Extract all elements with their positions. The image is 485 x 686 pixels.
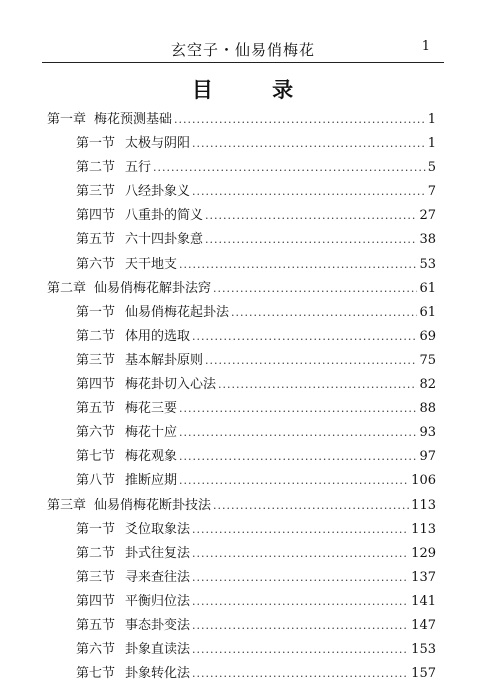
section-title: 五行 xyxy=(125,160,152,176)
toc-section-entry[interactable] xyxy=(47,349,436,373)
section-title: 卦式往复法 xyxy=(125,545,191,561)
page-header xyxy=(42,36,444,63)
section-title: 六十四卦象意 xyxy=(125,232,204,248)
toc-section-entry[interactable] xyxy=(47,662,436,686)
dot-leader xyxy=(192,137,426,150)
toc-section-entry[interactable] xyxy=(47,638,436,662)
table-of-contents xyxy=(47,108,436,686)
page-number: 1 xyxy=(427,112,436,127)
page-number: 113 xyxy=(411,521,436,537)
section-title: 基本解卦原则 xyxy=(125,352,204,368)
toc-section-entry[interactable] xyxy=(47,204,436,228)
section-label: 第一节 xyxy=(76,521,116,537)
dot-leader xyxy=(179,258,417,271)
chapter-label: 第三章 xyxy=(47,497,87,513)
toc-section-entry[interactable] xyxy=(47,421,436,445)
page-number: 27 xyxy=(419,208,436,224)
running-title: 玄空子・仙易俏梅花 xyxy=(170,41,315,59)
dot-leader xyxy=(179,426,417,439)
section-label: 第二节 xyxy=(76,328,116,344)
section-title: 卦象转化法 xyxy=(125,666,191,682)
section-label: 第二节 xyxy=(76,545,116,561)
toc-section-entry[interactable] xyxy=(47,156,436,180)
dot-leader xyxy=(174,113,426,126)
chapter-title: 梅花预测基础 xyxy=(94,112,173,127)
section-title: 太极与阴阳 xyxy=(125,136,191,152)
section-title: 梅花十应 xyxy=(125,425,178,441)
dot-leader xyxy=(192,185,426,198)
dot-leader xyxy=(231,306,417,319)
section-label: 第五节 xyxy=(76,617,116,633)
dot-leader xyxy=(192,571,409,584)
page-number: 157 xyxy=(411,666,436,682)
dot-leader xyxy=(192,523,409,536)
page-number: 38 xyxy=(419,232,436,248)
page-number: 5 xyxy=(427,160,436,176)
section-label: 第一节 xyxy=(76,136,116,152)
toc-section-entry[interactable] xyxy=(47,590,436,614)
section-label: 第八节 xyxy=(76,473,116,489)
page-number: 153 xyxy=(411,642,436,658)
section-label: 第四节 xyxy=(76,208,116,224)
section-label: 第五节 xyxy=(76,401,116,417)
toc-chapter-entry[interactable] xyxy=(47,494,436,518)
section-title: 事态卦变法 xyxy=(125,617,191,633)
toc-section-entry[interactable] xyxy=(47,518,436,542)
section-title: 卦象直读法 xyxy=(125,642,191,658)
toc-section-entry[interactable] xyxy=(47,469,436,493)
section-label: 第六节 xyxy=(76,642,116,658)
section-title: 八重卦的简义 xyxy=(125,208,204,224)
section-title: 推断应期 xyxy=(125,473,178,489)
page-number: 141 xyxy=(411,593,436,609)
toc-section-entry[interactable] xyxy=(47,566,436,590)
dot-leader xyxy=(192,643,409,656)
section-title: 爻位取象法 xyxy=(125,521,191,537)
dot-leader xyxy=(192,667,409,680)
toc-section-entry[interactable] xyxy=(47,614,436,638)
toc-section-entry[interactable] xyxy=(47,397,436,421)
page-number: 69 xyxy=(419,328,436,344)
page-number: 93 xyxy=(419,425,436,441)
page-number: 106 xyxy=(411,473,436,489)
header-page-number: 1 xyxy=(421,39,430,54)
section-label: 第六节 xyxy=(76,256,116,272)
section-title: 梅花三要 xyxy=(125,401,178,417)
dot-leader xyxy=(153,161,426,174)
page-number: 61 xyxy=(419,304,436,320)
toc-section-entry[interactable] xyxy=(47,542,436,566)
section-title: 梅花卦切入心法 xyxy=(125,377,217,393)
section-title: 梅花观象 xyxy=(125,449,178,465)
dot-leader xyxy=(218,378,417,391)
chapter-label: 第一章 xyxy=(47,112,87,127)
section-title: 八经卦象义 xyxy=(125,184,191,200)
chapter-title: 仙易俏梅花解卦法窍 xyxy=(94,280,212,296)
section-title: 仙易俏梅花起卦法 xyxy=(125,304,230,320)
section-label: 第三节 xyxy=(76,184,116,200)
toc-section-entry[interactable] xyxy=(47,228,436,252)
toc-section-entry[interactable] xyxy=(47,132,436,156)
dot-leader xyxy=(213,282,417,295)
toc-section-entry[interactable] xyxy=(47,445,436,469)
dot-leader xyxy=(192,330,417,343)
page-number: 129 xyxy=(411,545,436,561)
dot-leader xyxy=(192,595,409,608)
section-label: 第二节 xyxy=(76,160,116,176)
chapter-label: 第二章 xyxy=(47,280,87,296)
page-number: 113 xyxy=(411,497,436,513)
page-number: 88 xyxy=(419,401,436,417)
page-number: 97 xyxy=(419,449,436,465)
dot-leader xyxy=(192,619,409,632)
page-number: 147 xyxy=(411,617,436,633)
toc-section-entry[interactable] xyxy=(47,253,436,277)
section-title: 体用的选取 xyxy=(125,328,191,344)
dot-leader xyxy=(213,499,409,512)
toc-section-entry[interactable] xyxy=(47,373,436,397)
dot-leader xyxy=(205,233,417,246)
toc-heading: 目 录 xyxy=(191,78,320,102)
section-label: 第四节 xyxy=(76,593,116,609)
dot-leader xyxy=(192,547,409,560)
page-number: 61 xyxy=(419,280,436,296)
page-number: 1 xyxy=(427,136,436,152)
section-label: 第一节 xyxy=(76,304,116,320)
dot-leader xyxy=(179,450,417,463)
toc-section-entry[interactable] xyxy=(47,301,436,325)
dot-leader xyxy=(179,402,417,415)
section-title: 天干地支 xyxy=(125,256,178,272)
page-number: 7 xyxy=(427,184,436,200)
page-number: 137 xyxy=(411,569,436,585)
page-number: 75 xyxy=(419,352,436,368)
section-label: 第七节 xyxy=(76,449,116,465)
chapter-title: 仙易俏梅花断卦技法 xyxy=(94,497,212,513)
toc-chapter-entry[interactable] xyxy=(47,108,436,132)
section-label: 第七节 xyxy=(76,666,116,682)
dot-leader xyxy=(179,474,409,487)
dot-leader xyxy=(205,209,417,222)
section-label: 第三节 xyxy=(76,569,116,585)
toc-section-entry[interactable] xyxy=(47,180,436,204)
section-label: 第六节 xyxy=(76,425,116,441)
page-number: 82 xyxy=(419,377,436,393)
section-title: 平衡归位法 xyxy=(125,593,191,609)
dot-leader xyxy=(205,354,417,367)
section-label: 第三节 xyxy=(76,352,116,368)
page-number: 53 xyxy=(419,256,436,272)
section-label: 第五节 xyxy=(76,232,116,248)
toc-chapter-entry[interactable] xyxy=(47,277,436,301)
section-title: 寻来查往法 xyxy=(125,569,191,585)
toc-section-entry[interactable] xyxy=(47,325,436,349)
section-label: 第四节 xyxy=(76,377,116,393)
